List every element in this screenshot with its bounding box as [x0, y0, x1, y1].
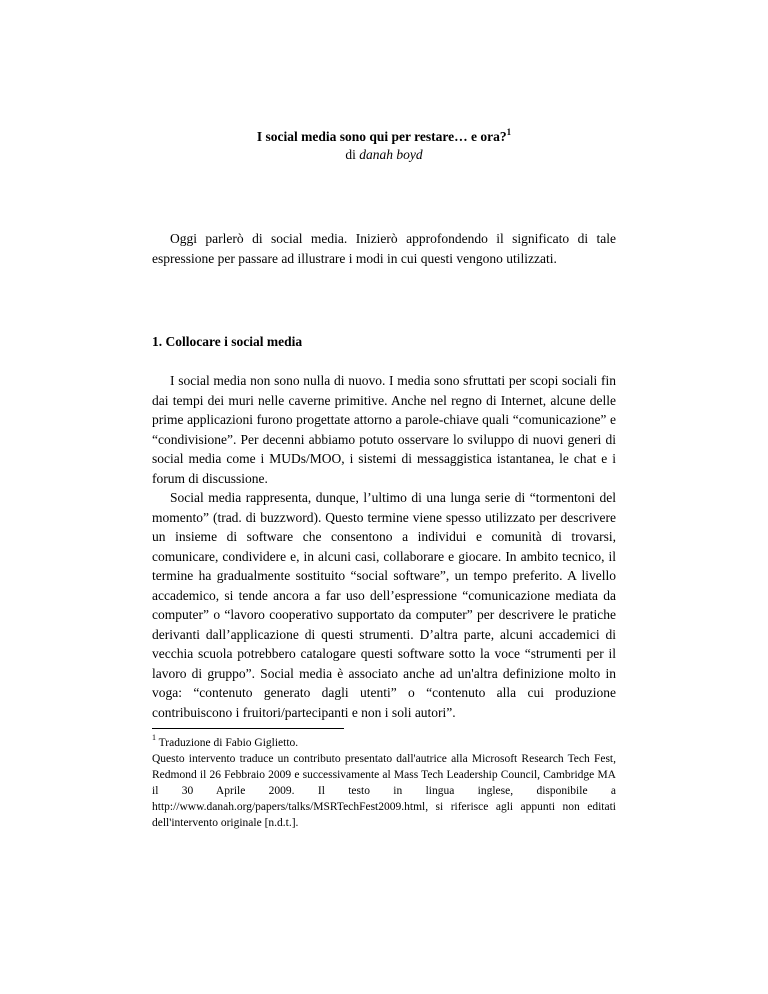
footnotes: [152, 735, 616, 831]
paper-title: [0, 128, 768, 146]
footnote-divider: [152, 728, 344, 729]
title-block: [0, 128, 768, 164]
byline: [0, 146, 768, 164]
intro-text: [152, 229, 616, 268]
footnote-translator: [152, 735, 616, 751]
body-paragraph: I social media non sono nulla di nuovo. I media sono sfruttati per scopi sociali fin dai tempi dei muri nelle caverne primitive. Anche nel regno di Internet, alcune delle prime applicazioni furono progettate attorno a parole-chiave quali “comunicazione” e “condivisione”. Per decenni abbiamo potuto osservare lo sviluppo di nuovi generi di social media come i MUDs/MOO, i sistemi di messaggistica istantanea, le chat e i forum di discussione.: [152, 373, 616, 486]
intro-paragraph: Oggi parlerò di social media. Inizierò approfondendo il significato di tale espressione per passare ad illustrare i modi in cui questi vengono utilizzati.: [152, 231, 616, 266]
author-name: danah boyd: [359, 147, 423, 162]
footnote-translator-text: Traduzione di Fabio Giglietto.: [158, 737, 299, 749]
section-body: [152, 371, 616, 722]
footnote-mark: 1: [152, 733, 156, 743]
title-footnote-mark: 1: [506, 126, 512, 137]
footnote-note: Questo intervento traduce un contributo presentato dall'autrice alla Microsoft Research Tech Fest, Redmond il 26 Febbraio 2009 e successivamente al Mass Tech Leadership Council, Cambridge MA il 30 Aprile 2009. Il testo in lingua inglese, disponibile a http://www.danah.org/papers/talks/MSRTechFest2009.html, si riferisce agli appunti non editati dell'intervento originale [n.d.t.].: [152, 753, 616, 829]
section-heading: 1. Collocare i social media: [152, 334, 303, 349]
byline-prefix: di: [345, 147, 356, 162]
paper-title-text: I social media sono qui per restare… e ora?: [256, 129, 507, 144]
body-paragraph: Social media rappresenta, dunque, l’ultimo di una lunga serie di “tormentoni del momento” (trad. di buzzword). Questo termine viene spesso utilizzato per descrivere un insieme di software che consentono a individui e comunità di trovarsi, comunicare, condividere e, in alcuni casi, collaborare e giocare. In ambito tecnico, il termine ha gradualmente sostituito “social software”, un tempo preferito. A livello accademico, si tende ancora a far uso dell’espressione “comunicazione mediata da computer” o “lavoro cooperativo supportato da computer” per descrivere le pratiche derivanti dall’applicazione di questi strumenti. D’altra parte, alcuni accademici di vecchia scuola potrebbero catalogare questi software sotto la voce “strumenti per il lavoro di gruppo”. Social media è associato anche ad un'altra definizione molto in voga: “contenuto generato dagli utenti” o “contenuto alla cui produzione contribuiscono i fruitori/partecipanti e non i soli autori”.: [152, 490, 616, 720]
